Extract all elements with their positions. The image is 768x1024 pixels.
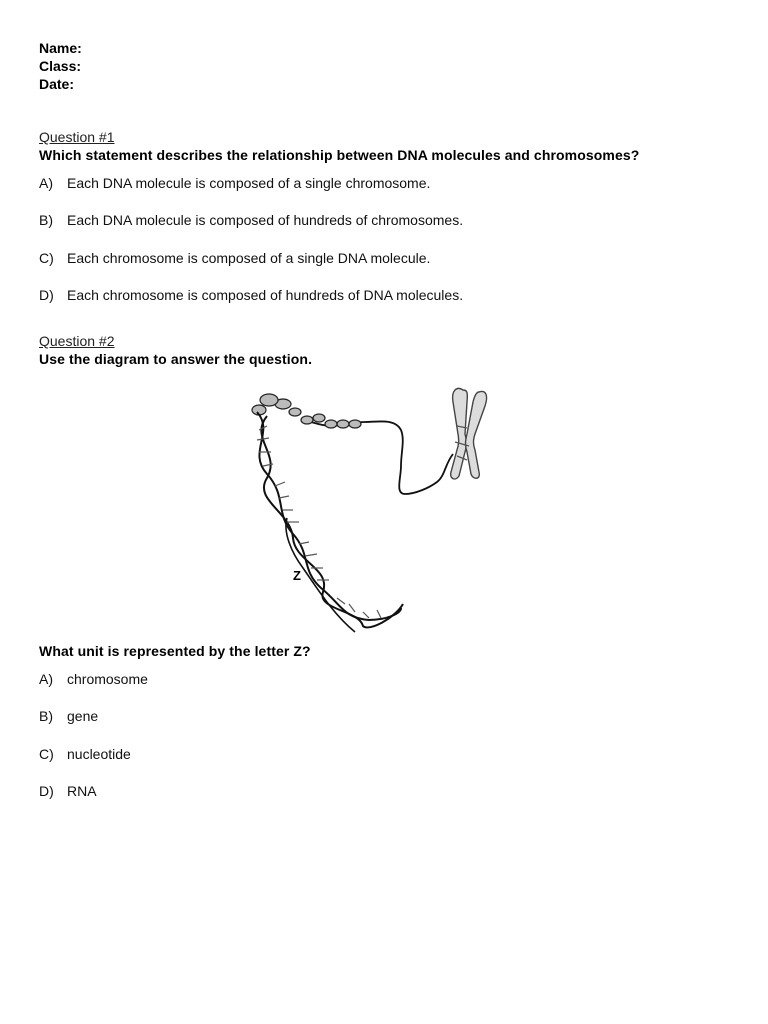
- choice-text: Each chromosome is composed of hundreds of DNA molecules.: [67, 287, 464, 303]
- double-helix: [257, 412, 403, 627]
- question-1-prompt: Which statement describes the relationship between DNA molecules and chromosomes?: [39, 147, 640, 163]
- chromosome-illustration: [451, 389, 487, 479]
- choice-letter: D): [39, 287, 54, 303]
- choice-text: RNA: [67, 783, 97, 799]
- question-1-choice-c[interactable]: [39, 250, 430, 267]
- choice-text: nucleotide: [67, 746, 131, 762]
- choice-letter: C): [39, 746, 54, 762]
- question-2-choice-b[interactable]: [39, 708, 98, 725]
- question-1-choice-b[interactable]: [39, 212, 463, 229]
- student-info-header: [39, 39, 82, 93]
- question-1-choice-a[interactable]: [39, 175, 430, 192]
- helix-rungs: [257, 426, 381, 618]
- choice-letter: B): [39, 708, 53, 724]
- question-2-choice-a[interactable]: [39, 671, 148, 688]
- choice-letter: A): [39, 671, 53, 687]
- dna-chromosome-diagram: [245, 382, 505, 640]
- name-label: Name:: [39, 40, 82, 56]
- z-label: Z: [293, 568, 301, 583]
- class-label: Class:: [39, 58, 82, 74]
- choice-letter: D): [39, 783, 54, 799]
- choice-text: Each chromosome is composed of a single DNA molecule.: [67, 250, 431, 266]
- question-2-prompt: Use the diagram to answer the question.: [39, 351, 313, 367]
- choice-text: gene: [67, 708, 99, 724]
- choice-letter: C): [39, 250, 54, 266]
- choice-letter: A): [39, 175, 53, 191]
- question-1-choice-d[interactable]: [39, 287, 463, 304]
- choice-text: Each DNA molecule is composed of hundreds of chromosomes.: [67, 212, 464, 228]
- dna-strand: [303, 420, 453, 494]
- question-2-title: Question #2: [39, 333, 115, 349]
- question-2-choice-d[interactable]: [39, 783, 97, 800]
- coiled-dna: [252, 394, 361, 428]
- question-2-followup: What unit is represented by the letter Z?: [39, 643, 311, 659]
- question-2-choice-c[interactable]: [39, 746, 131, 763]
- choice-text: chromosome: [67, 671, 148, 687]
- choice-letter: B): [39, 212, 53, 228]
- date-label: Date:: [39, 76, 75, 92]
- question-1-title: Question #1: [39, 129, 115, 145]
- choice-text: Each DNA molecule is composed of a single chromosome.: [67, 175, 431, 191]
